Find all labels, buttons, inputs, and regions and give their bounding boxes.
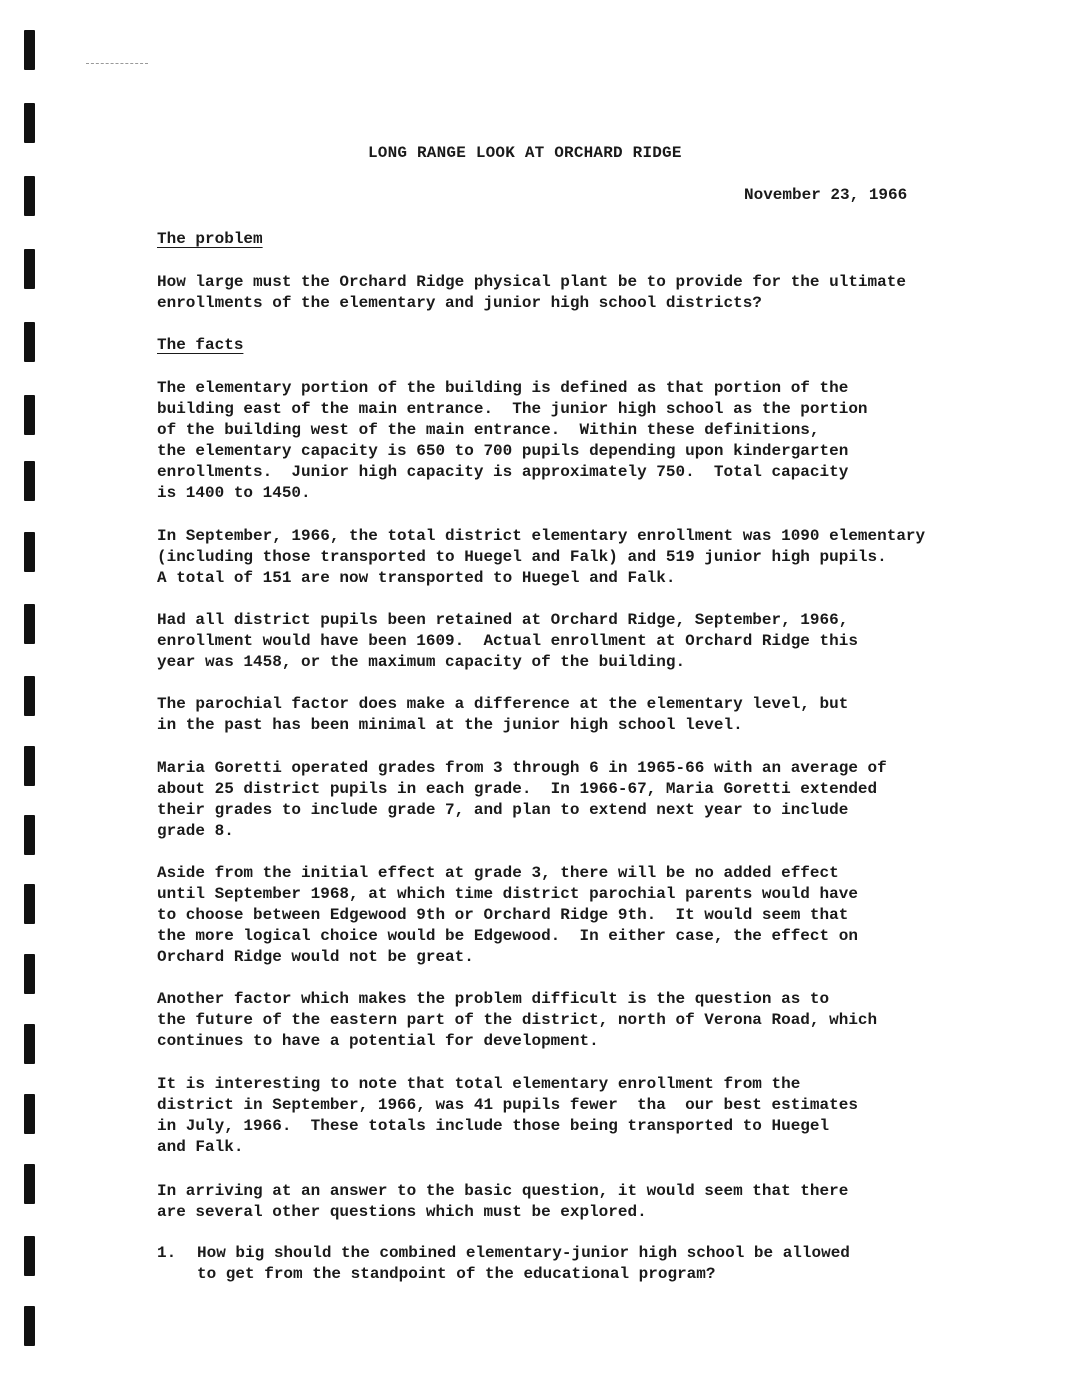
text-line: are several other questions which must be explored. bbox=[157, 1203, 647, 1221]
text-line: the future of the eastern part of the district, north of Verona Road, which bbox=[157, 1011, 878, 1029]
punch-mark bbox=[24, 815, 35, 855]
punch-mark bbox=[24, 884, 35, 924]
text-line: and Falk. bbox=[157, 1138, 244, 1156]
punch-mark bbox=[24, 746, 35, 786]
text-line: in July, 1966. These totals include those being transported to Huegel bbox=[157, 1117, 830, 1135]
text-line: is 1400 to 1450. bbox=[157, 484, 311, 502]
text-line: district in September, 1966, was 41 pupils fewer tha our best estimates bbox=[157, 1096, 858, 1114]
text-line: continues to have a potential for development. bbox=[157, 1032, 599, 1050]
text-line: (including those transported to Huegel and Falk) and 519 junior high pupils. bbox=[157, 548, 887, 566]
punch-mark bbox=[24, 532, 35, 572]
text-line: year was 1458, or the maximum capacity of the building. bbox=[157, 653, 686, 671]
text-line: about 25 district pupils in each grade. In 1966-67, Maria Goretti extended bbox=[157, 780, 878, 798]
text-line: to choose between Edgewood 9th or Orchard Ridge 9th. It would seem that bbox=[157, 906, 849, 924]
text-line: A total of 151 are now transported to Huegel and Falk. bbox=[157, 569, 676, 587]
text-line: enrollments of the elementary and junior high school districts? bbox=[157, 294, 762, 312]
text-line: The parochial factor does make a difference at the elementary level, but bbox=[157, 695, 849, 713]
punch-mark bbox=[24, 676, 35, 716]
paragraph-another-factor bbox=[157, 989, 1017, 1052]
punch-mark bbox=[24, 322, 35, 362]
section-heading-facts: The facts bbox=[157, 336, 244, 354]
list-text bbox=[197, 1243, 977, 1285]
document-date: November 23, 1966 bbox=[744, 186, 908, 204]
text-line: in the past has been minimal at the junior high school level. bbox=[157, 716, 743, 734]
text-line: the more logical choice would be Edgewood. In either case, the effect on bbox=[157, 927, 858, 945]
paragraph-added-effect bbox=[157, 863, 1017, 968]
text-line: Aside from the initial effect at grade 3, there will be no added effect bbox=[157, 864, 839, 882]
punch-mark bbox=[24, 249, 35, 289]
punch-mark bbox=[24, 604, 35, 644]
paragraph-interesting-note bbox=[157, 1074, 1017, 1158]
text-line: of the building west of the main entrance. Within these definitions, bbox=[157, 421, 820, 439]
punch-mark bbox=[24, 30, 35, 70]
text-line: It is interesting to note that total elementary enrollment from the bbox=[157, 1075, 801, 1093]
text-line: the elementary capacity is 650 to 700 pupils depending upon kindergarten bbox=[157, 442, 849, 460]
text-line: Another factor which makes the problem difficult is the question as to bbox=[157, 990, 830, 1008]
text-line: enrollments. Junior high capacity is approximately 750. Total capacity bbox=[157, 463, 849, 481]
punch-mark bbox=[24, 1094, 35, 1134]
text-line: enrollment would have been 1609. Actual enrollment at Orchard Ridge this bbox=[157, 632, 858, 650]
punch-mark bbox=[24, 1306, 35, 1346]
paragraph-parochial bbox=[157, 694, 1017, 736]
text-line: their grades to include grade 7, and plan to extend next year to include bbox=[157, 801, 849, 819]
text-line: In September, 1966, the total district elementary enrollment was 1090 elementary bbox=[157, 527, 926, 545]
text-line: In arriving at an answer to the basic question, it would seem that there bbox=[157, 1182, 849, 1200]
document-title: LONG RANGE LOOK AT ORCHARD RIDGE bbox=[368, 144, 682, 162]
text-line: to get from the standpoint of the educational program? bbox=[197, 1265, 716, 1283]
paragraph-problem bbox=[157, 272, 1017, 314]
text-line: Maria Goretti operated grades from 3 through 6 in 1965-66 with an average of bbox=[157, 759, 887, 777]
punch-mark bbox=[24, 1164, 35, 1204]
punch-mark bbox=[24, 461, 35, 501]
section-heading-problem: The problem bbox=[157, 230, 263, 248]
text-line: until September 1968, at which time district parochial parents would have bbox=[157, 885, 858, 903]
scan-smudge bbox=[86, 63, 148, 65]
punch-mark bbox=[24, 954, 35, 994]
paragraph-retained bbox=[157, 610, 1017, 673]
text-line: How large must the Orchard Ridge physical plant be to provide for the ultimate bbox=[157, 273, 906, 291]
paragraph-maria-goretti bbox=[157, 758, 1017, 842]
punch-mark bbox=[24, 176, 35, 216]
paragraph-enrollment bbox=[157, 526, 1017, 589]
paragraph-arriving bbox=[157, 1181, 1017, 1223]
paragraph-definitions bbox=[157, 378, 1017, 504]
text-line: The elementary portion of the building is defined as that portion of the bbox=[157, 379, 849, 397]
list-number: 1. bbox=[157, 1244, 177, 1262]
text-line: Had all district pupils been retained at Orchard Ridge, September, 1966, bbox=[157, 611, 849, 629]
text-line: building east of the main entrance. The junior high school as the portion bbox=[157, 400, 868, 418]
text-line: grade 8. bbox=[157, 822, 234, 840]
punch-mark bbox=[24, 103, 35, 143]
punch-mark bbox=[24, 1024, 35, 1064]
punch-mark bbox=[24, 395, 35, 435]
punch-mark bbox=[24, 1236, 35, 1276]
text-line: Orchard Ridge would not be great. bbox=[157, 948, 474, 966]
text-line: How big should the combined elementary-junior high school be allowed bbox=[197, 1244, 850, 1262]
